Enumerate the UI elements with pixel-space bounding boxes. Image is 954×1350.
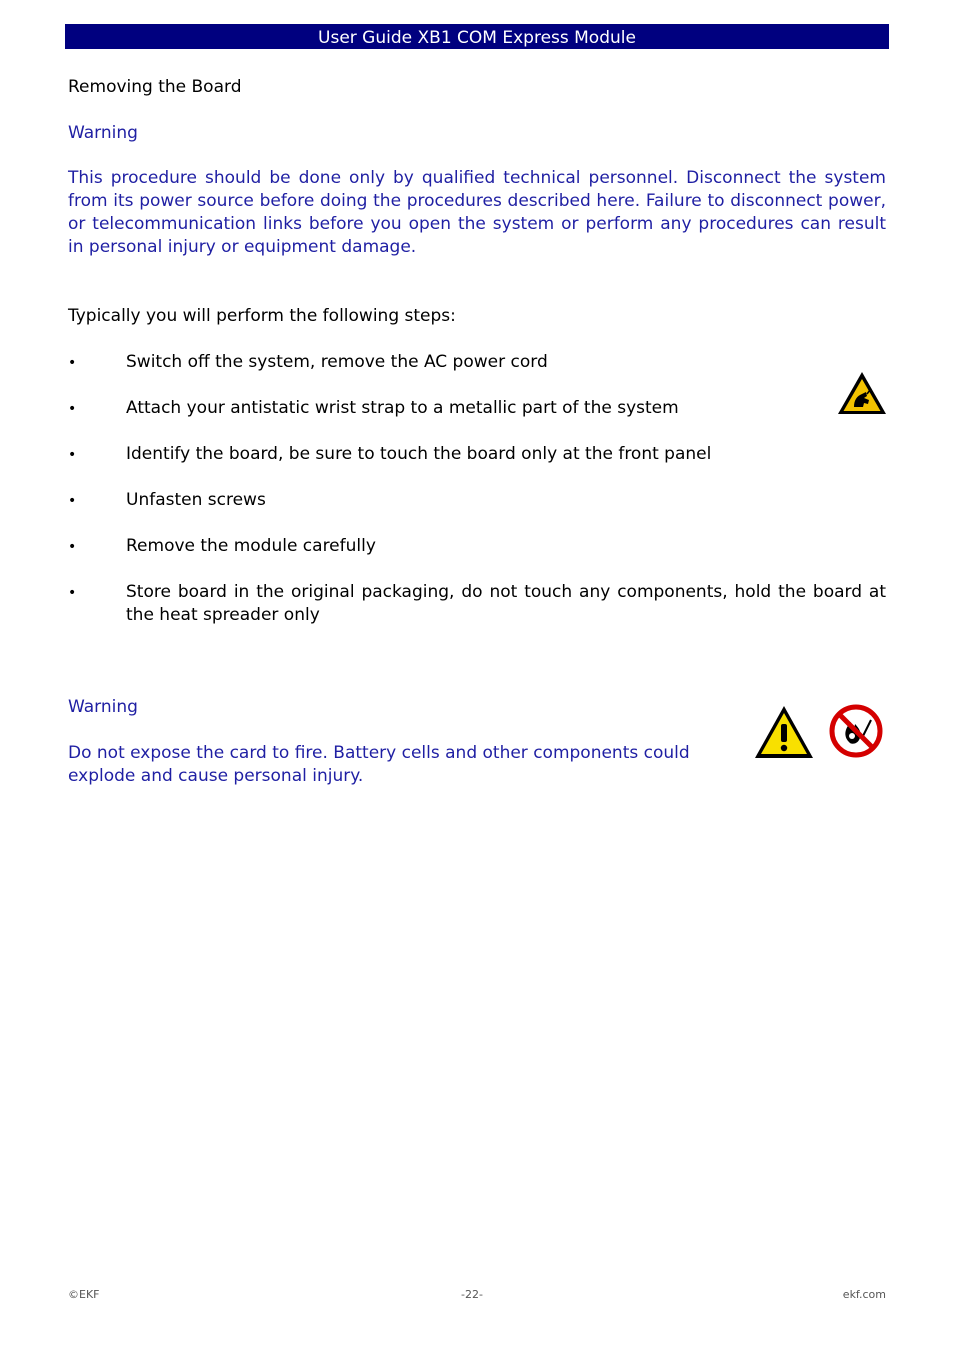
step-item: Identify the board, be sure to touch the board only at the front panel bbox=[126, 444, 712, 464]
warning-text-1: This procedure should be done only by qualified technical personnel. Disconnect the system from its power source before doing the procedures described here. Failure to disconnect power, or telecommunication links before you open the system or perform any procedures can result in personal injury or equipment damage. bbox=[68, 168, 886, 257]
warning-text-2: Do not expose the card to fire. Battery cells and other components could explode and cause personal injury. bbox=[68, 743, 690, 786]
step-item: Remove the module carefully bbox=[126, 536, 376, 556]
footer-page-number: -22- bbox=[461, 1288, 483, 1301]
warning-label-2: Warning bbox=[68, 697, 138, 717]
step-item: Unfasten screws bbox=[126, 490, 266, 510]
no-fire-icon bbox=[829, 704, 883, 758]
header-title: User Guide XB1 COM Express Module bbox=[318, 28, 636, 48]
step-item: Store board in the original packaging, do not touch any components, hold the board at the heat spreader only bbox=[126, 582, 886, 625]
section-title: Removing the Board bbox=[68, 77, 242, 97]
bullet-marker: • bbox=[68, 539, 77, 555]
step-item: Switch off the system, remove the AC power cord bbox=[126, 352, 548, 372]
bullet-marker: • bbox=[68, 355, 77, 371]
header-bar bbox=[65, 24, 889, 49]
bullet-marker: • bbox=[68, 401, 77, 417]
footer-website: ekf.com bbox=[842, 1288, 886, 1301]
bullet-marker: • bbox=[68, 447, 77, 463]
warning-label-1: Warning bbox=[68, 123, 138, 143]
bullet-marker: • bbox=[68, 585, 77, 601]
step-item: Attach your antistatic wrist strap to a metallic part of the system bbox=[126, 398, 679, 418]
caution-icon bbox=[753, 704, 815, 760]
footer-copyright: ©EKF bbox=[68, 1288, 100, 1301]
bullet-marker: • bbox=[68, 493, 77, 509]
steps-intro: Typically you will perform the following steps: bbox=[68, 306, 456, 326]
esd-warning-icon bbox=[836, 370, 888, 416]
